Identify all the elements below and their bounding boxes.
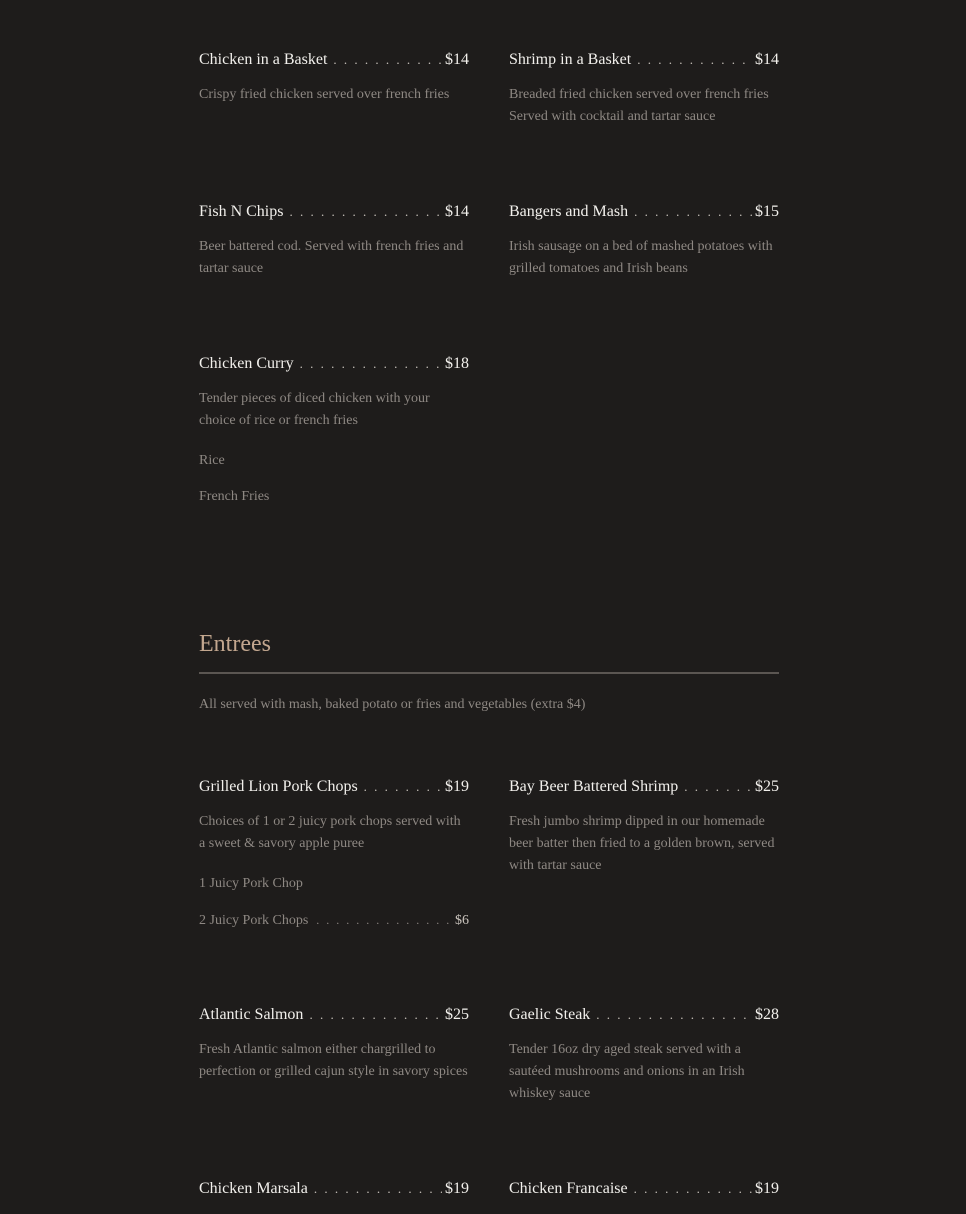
item-name: Bay Beer Battered Shrimp [509,778,679,795]
menu-item-chicken-curry [199,354,469,432]
option-french-fries[interactable] [199,487,469,507]
menu-item-chicken-francaise [509,1179,779,1199]
item-description: Breaded fried chicken served over french fries Served with cocktail and tartar sauce [509,87,769,124]
leader-dots [314,1179,442,1199]
section-note: All served with mash, baked potato or fries and vegetables (extra $4) [199,697,586,712]
item-price: $18 [445,355,469,372]
option-label: Rice [199,453,225,468]
item-price: $19 [445,1180,469,1197]
item-description: Tender 16oz dry aged steak served with a sautéed mushrooms and onions in an Irish whiskey sauce [509,1042,745,1101]
menu-item-chicken-in-a-basket [199,50,469,106]
item-price: $15 [755,203,779,220]
option-price: $6 [455,913,469,928]
item-name: Gaelic Steak [509,1006,591,1023]
item-description: Choices of 1 or 2 juicy pork chops served with a sweet & savory apple puree [199,814,461,851]
item-name: Atlantic Salmon [199,1006,304,1023]
item-price: $19 [445,778,469,795]
leader-dots [637,50,752,70]
item-name: Fish N Chips [199,203,284,220]
leader-dots [684,777,752,797]
leader-dots [316,910,452,930]
section-divider [199,672,779,674]
option-label: 1 Juicy Pork Chop [199,876,303,891]
item-description: Irish sausage on a bed of mashed potatoes with grilled tomatoes and Irish beans [509,239,773,276]
option-rice[interactable] [199,451,469,471]
item-description: Tender pieces of diced chicken with your choice of rice or french fries [199,391,430,428]
menu-item-bangers-and-mash [509,202,779,280]
item-price: $19 [755,1180,779,1197]
item-price: $14 [755,51,779,68]
leader-dots [289,202,442,222]
item-price: $25 [445,1006,469,1023]
item-name: Chicken Curry [199,355,294,372]
item-description: Crispy fried chicken served over french fries [199,87,450,102]
item-price: $25 [755,778,779,795]
leader-dots [333,50,442,70]
leader-dots [634,202,752,222]
item-price: $28 [755,1006,779,1023]
item-description: Beer battered cod. Served with french fries and tartar sauce [199,239,464,276]
leader-dots [634,1179,752,1199]
option-1-juicy-pork-chop[interactable] [199,874,469,894]
item-name: Chicken Marsala [199,1180,308,1197]
leader-dots [596,1005,752,1025]
item-price: $14 [445,51,469,68]
menu-item-bay-beer-battered-shrimp [509,777,779,877]
menu-item-gaelic-steak [509,1005,779,1105]
item-name: Chicken Francaise [509,1180,628,1197]
item-description: Fresh jumbo shrimp dipped in our homemade beer batter then fried to a golden brown, served with tartar sauce [509,814,775,873]
option-label: 2 Juicy Pork Chops [199,913,309,928]
item-name: Shrimp in a Basket [509,51,632,68]
leader-dots [300,354,442,374]
section-title: Entrees [199,631,271,657]
leader-dots [364,777,442,797]
menu-item-grilled-lion-pork-chops [199,777,469,855]
menu-item-fish-n-chips [199,202,469,280]
menu-item-chicken-marsala [199,1179,469,1199]
leader-dots [309,1005,442,1025]
option-2-juicy-pork-chops[interactable] [199,910,469,931]
option-label: French Fries [199,489,270,504]
item-description: Fresh Atlantic salmon either chargrilled to perfection or grilled cajun style in savory spices [199,1042,468,1079]
item-name: Bangers and Mash [509,203,629,220]
menu-item-shrimp-in-a-basket [509,50,779,128]
menu-item-atlantic-salmon [199,1005,469,1083]
item-price: $14 [445,203,469,220]
item-name: Chicken in a Basket [199,51,328,68]
item-name: Grilled Lion Pork Chops [199,778,358,795]
